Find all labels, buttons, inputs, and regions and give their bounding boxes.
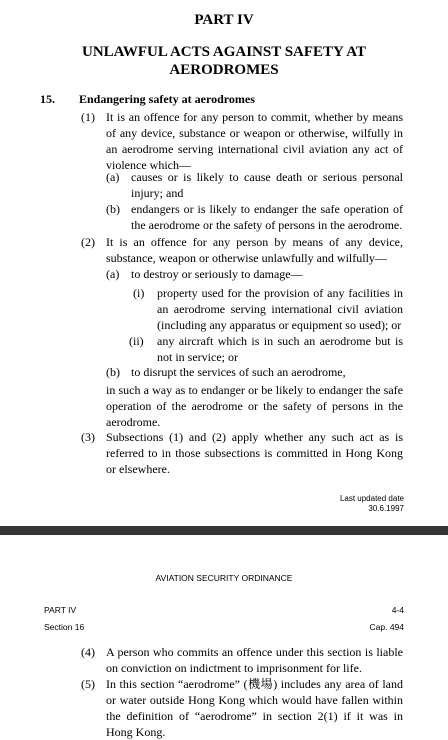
subsection-1-label: (1) bbox=[81, 110, 95, 124]
subsection-5-label: (5) bbox=[81, 677, 95, 691]
subsection-2a-ii-text: any aircraft which is in such an aerodrome but is not in service; or bbox=[157, 334, 403, 364]
page-divider bbox=[0, 526, 448, 535]
section-title: Endangering safety at aerodromes bbox=[79, 92, 255, 106]
subsection-1a-text: causes or is likely to cause death or serious personal injury; and bbox=[131, 170, 403, 200]
section-number: 15. bbox=[40, 92, 55, 106]
subsection-1-text: It is an offence for any person to commit, whether by means of any device, substance or weapon or otherwise, wilfully in an aerodrome serving international civil aviation any act of violence which— bbox=[106, 110, 403, 172]
last-updated-label: Last updated date bbox=[339, 494, 404, 503]
header-cap: Cap. 494 bbox=[369, 622, 404, 632]
subsection-1b-label: (b) bbox=[106, 202, 120, 216]
subsection-5-text: In this section “aerodrome” (機場) includes any area of land or water outside Hong Kong which would have fallen within the definition of “aerodrome” in section 2(1) if it was in Hong Kong. bbox=[106, 677, 403, 739]
subsection-4-text: A person who commits an offence under this section is liable on conviction on indictment to imprisonment for life. bbox=[106, 645, 403, 675]
subsection-4-label: (4) bbox=[81, 645, 95, 659]
subsection-2a-text: to destroy or seriously to damage— bbox=[131, 267, 303, 281]
header-section: Section 16 bbox=[44, 622, 85, 632]
subsection-1b-text: endangers or is likely to endanger the safe operation of the aerodrome or the safety of persons in the aerodrome. bbox=[131, 202, 403, 232]
subsection-2a-ii-label: (ii) bbox=[129, 334, 144, 348]
chapter-title-line1: UNLAWFUL ACTS AGAINST SAFETY AT bbox=[82, 44, 366, 60]
subsection-2a-i-label: (i) bbox=[133, 286, 145, 300]
subsection-2-tail: in such a way as to endanger or be likely to endanger the safe operation of the aerodrome or the safety of persons in the aerodrome. bbox=[106, 383, 403, 429]
chapter-title-line2: AERODROMES bbox=[169, 62, 279, 78]
header-part: PART IV bbox=[44, 605, 77, 615]
subsection-2a-i-text: property used for the provision of any facilities in an aerodrome serving international civil aviation (including any apparatus or equipment so used); or bbox=[157, 286, 403, 332]
part-heading: PART IV bbox=[194, 12, 254, 28]
subsection-2a-label: (a) bbox=[106, 267, 120, 281]
running-title: AVIATION SECURITY ORDINANCE bbox=[155, 573, 293, 583]
header-page-number: 4-4 bbox=[391, 605, 404, 615]
subsection-2-label: (2) bbox=[81, 235, 95, 249]
subsection-2b-text: to disrupt the services of such an aerodrome, bbox=[131, 365, 346, 379]
subsection-3-label: (3) bbox=[81, 430, 95, 444]
subsection-2b-label: (b) bbox=[106, 365, 120, 379]
subsection-1a-label: (a) bbox=[106, 170, 120, 184]
subsection-3-text: Subsections (1) and (2) apply whether any such act as is referred to in those subsections is committed in Hong Kong or elsewhere. bbox=[106, 430, 403, 476]
subsection-2-text: It is an offence for any person by means of any device, substance, weapon or otherwise unlawfully and wilfully— bbox=[106, 235, 403, 265]
last-updated-date: 30.6.1997 bbox=[368, 504, 404, 513]
